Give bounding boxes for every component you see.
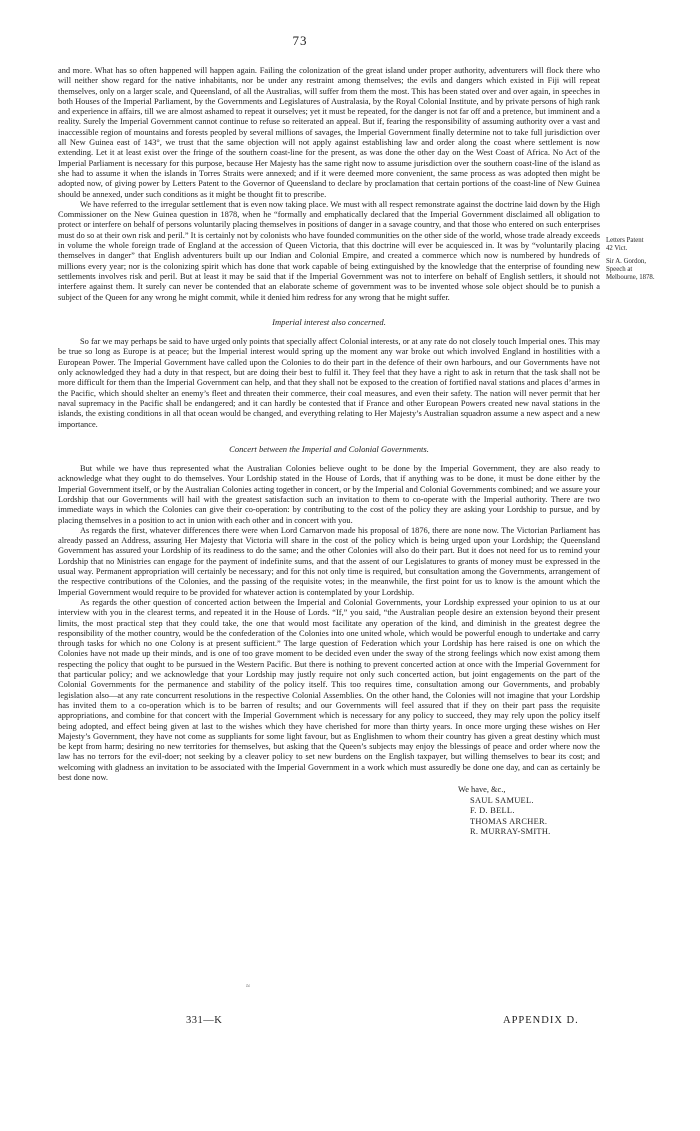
main-text bbox=[58, 66, 600, 838]
paragraph-middle-1: So far we may perhaps be said to have urged only points that specially affect Colonial interests, or at any rate do not closely touch Imperial ones. This may be true so long as Europe is at peace; but the Imperial interest would spring up the moment any war broke out which involved England in hostilities with a European Power. The Imperial Government have called upon the Colonies to do their part in the defence of their own harbours, and our Governments have not only acknowledged they had a duty in that respect, but are doing their best to fulfil it. They feel that they have a right to ask in return that the task shall not be more difficult for them than the Imperial Government can help, and that they shall not be exposed to the creation of fortified naval stations and places d’armes in the Pacific, which should shelter an enemy’s fleet and threaten their commerce, their coal measures, and even their safety. The nation will never permit that her naval supremacy in the Pacific shall be endangered; and it can hardly be contested that if France and other European Powers created new naval stations in the islands, the existing conditions in all that ocean would be changed, and everything relating to Her Majesty’s Australian squadron assume a new aspect and a new importance. bbox=[58, 337, 600, 429]
section-heading-imperial-interest: Imperial interest also concerned. bbox=[272, 316, 386, 327]
signatory: THOMAS ARCHER. bbox=[470, 816, 548, 826]
margin-note-line: Melbourne, 1878. bbox=[606, 274, 655, 281]
paragraph-bottom-1: But while we have thus represented what the Australian Colonies believe ought to be done by the Imperial Government, they are also ready to acknowledge what they ought to do themselves. Your Lordship stated in the House of Lords, that if anything was to be done, it must be done either by the Imperial Government itself, or by the Australian Colonies acting together in concert, or by the Imperial and Colonial Governments combined; and we assure your Lordship that our Governments will hail with the greatest satisfaction such an invitation to them to co-operate with the Imperial authority. There are two immediate ways in which the Colonies can give their co-operation: by contributing to the cost of the policy they are asking your Lordship to pursue, and by placing themselves in a position to act in union with each other and in concert with you. bbox=[58, 464, 600, 525]
margin-note-sir-gordon bbox=[606, 258, 696, 282]
footer-appendix-label: APPENDIX D. bbox=[503, 1015, 579, 1026]
paragraph-top-2: We have referred to the irregular settlement that is even now taking place. We must with all respect remonstrate against the doctrine laid down by the High Commissioner on the New Guinea question in 1878, when he “formally and emphatically declared that the Imperial Government disclaimed all obligation to protect or interfere on behalf of persons voluntarily placing themselves in positions of danger in a savage country, and that those who entered on such enterprises must do so at their own risk and peril.” It is certainly not by colonists who have founded communities on the other side of the world, whose trade already exceeds in volume the whole foreign trade of England at the accession of Queen Victoria, that this doctrine will ever be acquiesced in. It was by “voluntarily placing themselves in danger” that English adventurers built up our Indian and Colonial Empire, and created a commerce which now is numbered by hundreds of millions every year; nor is the colonizing spirit which has done that work capable of being extinguished by the knowledge that the enterprise of founding new settlements involves risk and peril. But at least it may be said that if the Imperial Government was not to interfere on behalf of English settlers, it should not interfere against them. It surely can never be contended that an elaborate scheme of government was to be invented whose sole object should be to punish a subject of the Queen for any wrong he might commit, while it denied him redress for any wrong that he might suffer. bbox=[58, 199, 600, 302]
margin-note-line: Sir A. Gordon, bbox=[606, 258, 647, 265]
closing-salutation: We have, &c., bbox=[458, 785, 506, 795]
signatory: SAUL SAMUEL. bbox=[470, 795, 534, 805]
paragraph-bottom-2: As regards the first, whatever differences there were when Lord Carnarvon made his proposal of 1876, there are none now. The Victorian Parliament has already passed an Address, assuring Her Majesty that Victoria will share in the cost of the policy which is being urged upon your Lordship; the Queensland Government has assured your Lordship of its readiness to do the same; and the other Colonies will also do their part. But it does not need for us to remind your Lordship that no Ministries can engage for the payment of indefinite sums, and that the assent of our Legislatures to grants of money must be expressed in the usual way. Permanent appropriation will certainly be necessary; and for this not only time is required, but consultation among the Governments, arrangement of the respective contributions of the Colonies, and the passing of the requisite votes; in the meanwhile, the first point for us to know is the amount which the Imperial Government would require to be provided for whatever action is contemplated by your Lordship. bbox=[58, 525, 600, 597]
margin-note-line: Letters Patent bbox=[606, 237, 644, 244]
closing-block bbox=[458, 785, 600, 838]
stray-print-mark: ≈ bbox=[246, 982, 250, 990]
section-heading-concert: Concert between the Imperial and Colonial Governments. bbox=[229, 443, 429, 454]
signatory: F. D. BELL. bbox=[470, 806, 515, 816]
margin-note-line: Speech at bbox=[606, 266, 633, 273]
signatory: R. MURRAY-SMITH. bbox=[470, 827, 551, 837]
margin-note-line: 42 Vict. bbox=[606, 245, 628, 252]
margin-note-letters-patent bbox=[606, 237, 696, 253]
page-number: 73 bbox=[292, 33, 308, 48]
footer-sheet-code: 331—K bbox=[186, 1015, 223, 1026]
paragraph-bottom-3: As regards the other question of concerted action between the Imperial and Colonial Governments, your Lordship expressed your opinion to us at our interview with you in the clearest terms, and repeated it in the House of Lords. “If,” you said, “the Australian people desire an extension beyond their present limits, the most practical step that they could take, the one that would most facilitate any operation of the kind, and diminish in the greatest degree the responsibility of the mother country, would be the confederation of the Colonies into one united whole, which would be powerful enough to undertake and carry through tasks for which no one Colony is at present sufficient.” The large question of Federation which your Lordship has here raised is one on which the Colonies have not made up their minds, and is one of too grave moment to be decided even under the sway of the strong feelings which now exist among them respecting the policy that ought to be pursued in the Western Pacific. But there is nothing to prevent concerted action at once with the Imperial Government for that particular policy; and we acknowledge that your Lordship may justly require not only such concerted action, but joint engagements on the part of the Colonial Governments for the permanence and stability of the policy itself. This too requires time, consultation among our Governments, and probably legislation also—at any rate concurrent resolutions in the respective Colonial Assemblies. On the other hand, the Colonies will not imagine that your Lordship has invited them to a co-operation which is to be barren of results; and our Governments will feel assured that if they on their part pass the requisite appropriations, and combine for that concert with the Imperial Government which is necessary for any policy to succeed, they may rely upon the policy itself being adopted, and effect being given at last to the wishes which they have cherished for more than thirty years. In once more urging these wishes on Her Majesty’s Government, they have not come as suppliants for some light favour, but as Englishmen to whom their country has given a great destiny which must be kept from harm; desiring no new territories for themselves, but asking that the Queen’s subjects may enjoy the blessings of peace and order where now the law has no terrors for the evil-doer; not seeking by a cleaver policy to set new burdens on the English taxpayer, but willing themselves to bear its cost; and welcoming with gladness an invitation to be associated with the Imperial Government in a work which must assuredly be done one day, and can as certainly be best done now. bbox=[58, 597, 600, 782]
paragraph-top-1: and more. What has so often happened will happen again. Failing the colonization of the great island under proper authority, adventurers will flock there who will neither show regard for the native inhabitants, nor be under any restraint among themselves; the evils and dangers which existed in Fiji will repeat themselves, only on a larger scale, and Queensland, of all the Australias, will suffer from them the most. This has been stated over and over again, in speeches in both Houses of the Imperial Parliament, by the Governments and Legislatures of Australasia, by the Royal Colonial Institute, and by private persons of high rank and experience in affairs, till we are almost ashamed to repeat it ourselves; yet it must be repeated, for the danger is not far off and a pretence, but imminent and a reality. Surely the Imperial Government cannot continue to refuse so reiterated an appeal. But if, fearing the responsibility of assuming authority over a vast and inaccessible region of mountains and forests peopled by several millions of savages, the Imperial Government finally determine not to take full jurisdiction over all New Guinea east of 143°, we trust that the same objection will not apply against establishing law and order along the coast where settlement is now extending. Let it at least exist over the fringe of the southern coast-line for the present, as was done the other day on the West Coast of Africa. No Act of the Imperial Parliament is necessary for this purpose, because Her Majesty has the same right now to assume jurisdiction over the southern coast-line of the island as she had to assume it when the islands in Torres Straits were annexed; and if it were deemed more convenient, the same process as was adopted then might be adopted now, of giving power by Letters Patent to the Governor of Queensland to declare by proclamation that certain portions of the coast-line of New Guinea should be annexed, under such conditions as it might be thought fit to prescribe. bbox=[58, 66, 601, 199]
